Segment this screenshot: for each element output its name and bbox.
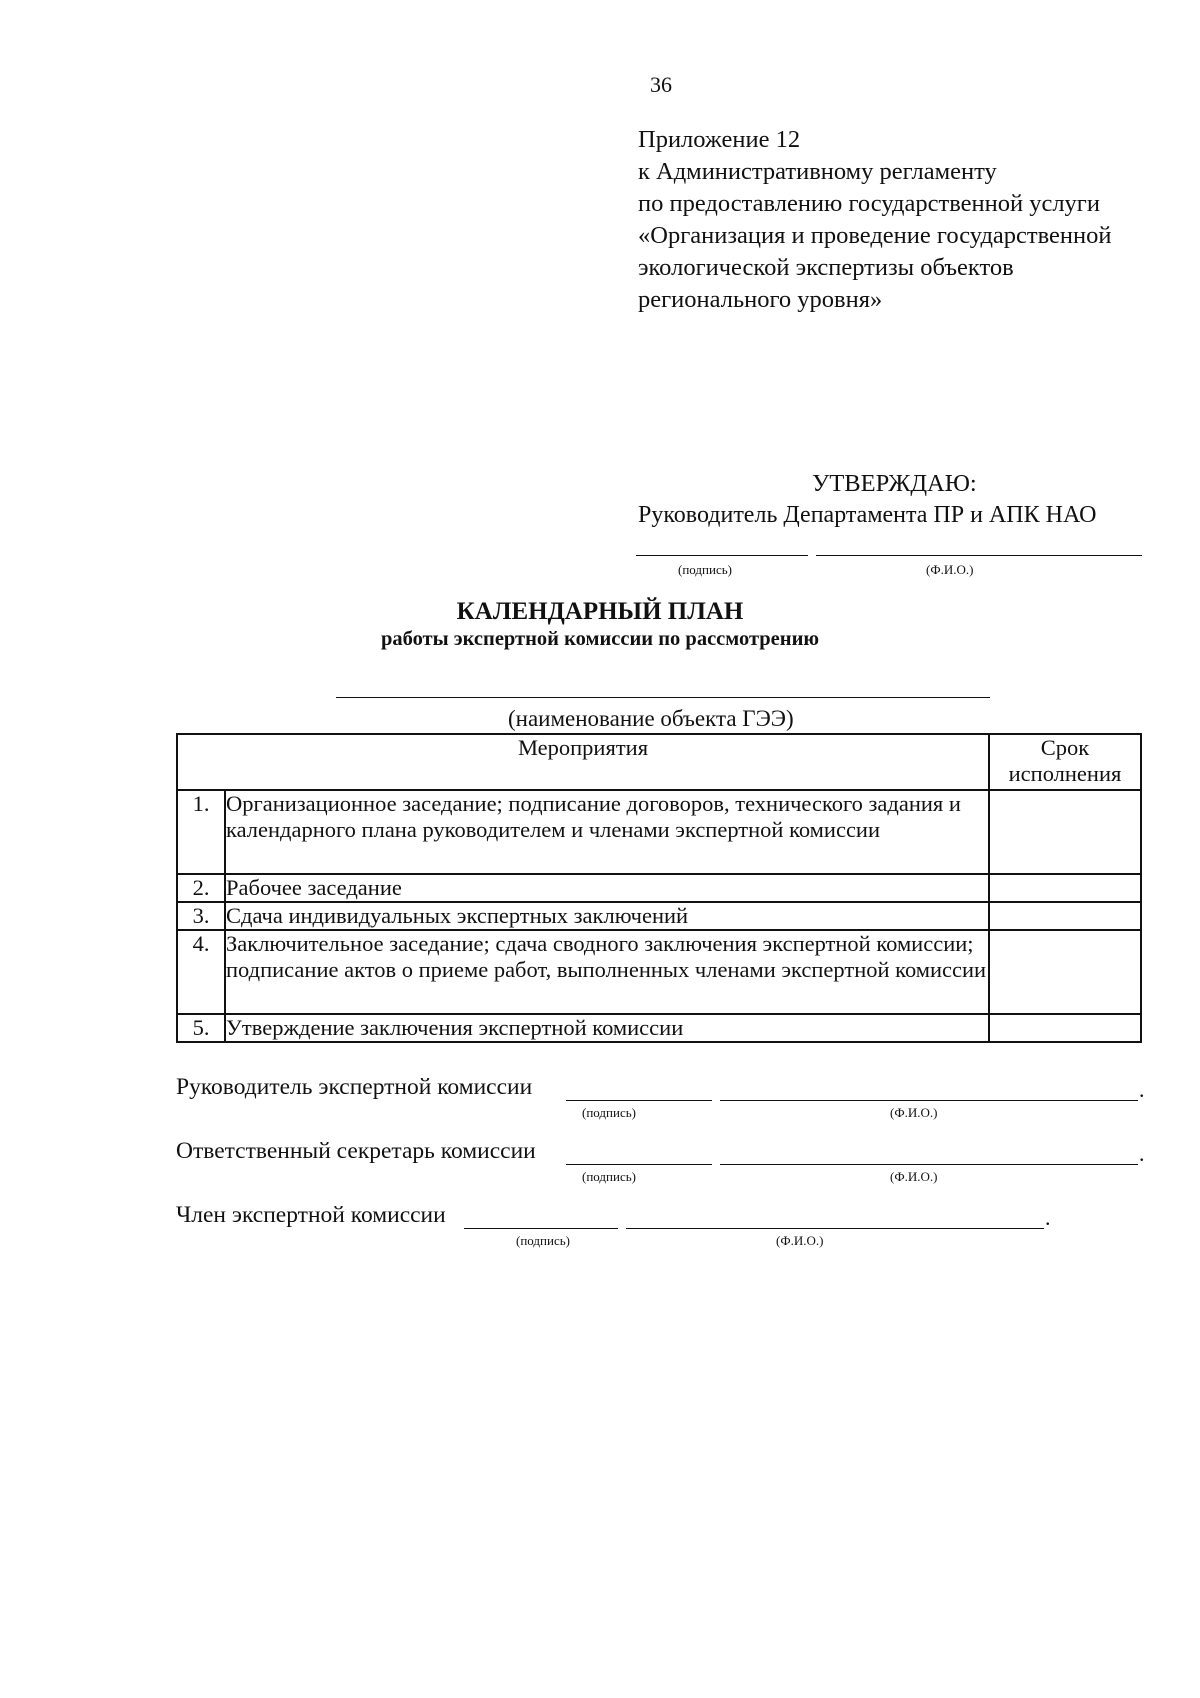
table-header-row [177, 734, 1141, 790]
appendix-line: регионального уровня» [638, 286, 883, 313]
signature-label: Руководитель экспертной комиссии [176, 1074, 533, 1100]
row-event: Утверждение заключения экспертной комиссии [225, 1014, 989, 1042]
row-deadline[interactable] [989, 902, 1141, 930]
row-event: Сдача индивидуальных экспертных заключений [225, 902, 989, 930]
document-title: КАЛЕНДАРНЫЙ ПЛАН [456, 598, 744, 625]
deadline-header-line: исполнения [1008, 761, 1122, 786]
document-subtitle: работы экспертной комиссии по рассмотрению [380, 628, 820, 650]
signature-caption: (подпись) [582, 1105, 636, 1120]
row-number: 2. [177, 874, 225, 902]
appendix-line: экологической экспертизы объектов [638, 254, 1014, 281]
object-name-caption: (наименование объекта ГЭЭ) [508, 706, 794, 731]
signature-caption: (подпись) [516, 1233, 570, 1248]
signature-caption: (подпись) [582, 1169, 636, 1184]
name-caption: (Ф.И.О.) [890, 1169, 938, 1184]
approval-name-caption: (Ф.И.О.) [926, 562, 974, 577]
row-event: Заключительное заседание; сдача сводного заключения экспертной комиссии; подписание актов о приеме работ, выполненных членами экспертной комиссии [225, 930, 989, 1014]
name-line[interactable] [720, 1164, 1138, 1165]
table-row [177, 874, 1141, 902]
approval-signature-caption: (подпись) [678, 562, 732, 577]
signature-line[interactable] [566, 1164, 712, 1165]
signature-line[interactable] [464, 1228, 618, 1229]
approval-name-line[interactable] [816, 555, 1142, 556]
row-number: 1. [177, 790, 225, 874]
row-deadline[interactable] [989, 790, 1141, 874]
appendix-line: Приложение 12 [638, 126, 801, 153]
approval-title: УТВЕРЖДАЮ: [812, 470, 977, 497]
name-caption: (Ф.И.О.) [890, 1105, 938, 1120]
name-caption: (Ф.И.О.) [776, 1233, 824, 1248]
row-deadline[interactable] [989, 874, 1141, 902]
line-end-dot: . [1139, 1077, 1145, 1102]
row-number: 5. [177, 1014, 225, 1042]
row-event: Рабочее заседание [225, 874, 989, 902]
approval-signature-line[interactable] [636, 555, 808, 556]
appendix-line: по предоставлению государственной услуги [638, 190, 1100, 217]
page-number: 36 [650, 72, 672, 97]
table-row [177, 930, 1141, 1014]
table-row [177, 902, 1141, 930]
signature-line[interactable] [566, 1100, 712, 1101]
row-deadline[interactable] [989, 1014, 1141, 1042]
line-end-dot: . [1045, 1205, 1051, 1230]
name-line[interactable] [626, 1228, 1044, 1229]
signature-label: Член экспертной комиссии [176, 1202, 446, 1228]
table-row [177, 790, 1141, 874]
row-number: 3. [177, 902, 225, 930]
appendix-header [638, 124, 1112, 316]
deadline-column-header [989, 734, 1141, 790]
row-event: Организационное заседание; подписание договоров, технического задания и календарного плана руководителем и членами экспертной комиссии [225, 790, 989, 874]
name-line[interactable] [720, 1100, 1138, 1101]
deadline-header-line: Срок [1040, 735, 1090, 760]
calendar-plan-table [176, 733, 1142, 1043]
object-name-line[interactable] [336, 697, 990, 698]
table-row [177, 1014, 1141, 1042]
row-deadline[interactable] [989, 930, 1141, 1014]
appendix-line: «Организация и проведение государственной [638, 222, 1112, 249]
signature-label: Ответственный секретарь комиссии [176, 1138, 536, 1164]
row-number: 4. [177, 930, 225, 1014]
appendix-line: к Административному регламенту [638, 158, 997, 185]
line-end-dot: . [1139, 1141, 1145, 1166]
approval-role: Руководитель Департамента ПР и АПК НАО [638, 502, 1097, 528]
events-column-header: Мероприятия [177, 734, 989, 790]
